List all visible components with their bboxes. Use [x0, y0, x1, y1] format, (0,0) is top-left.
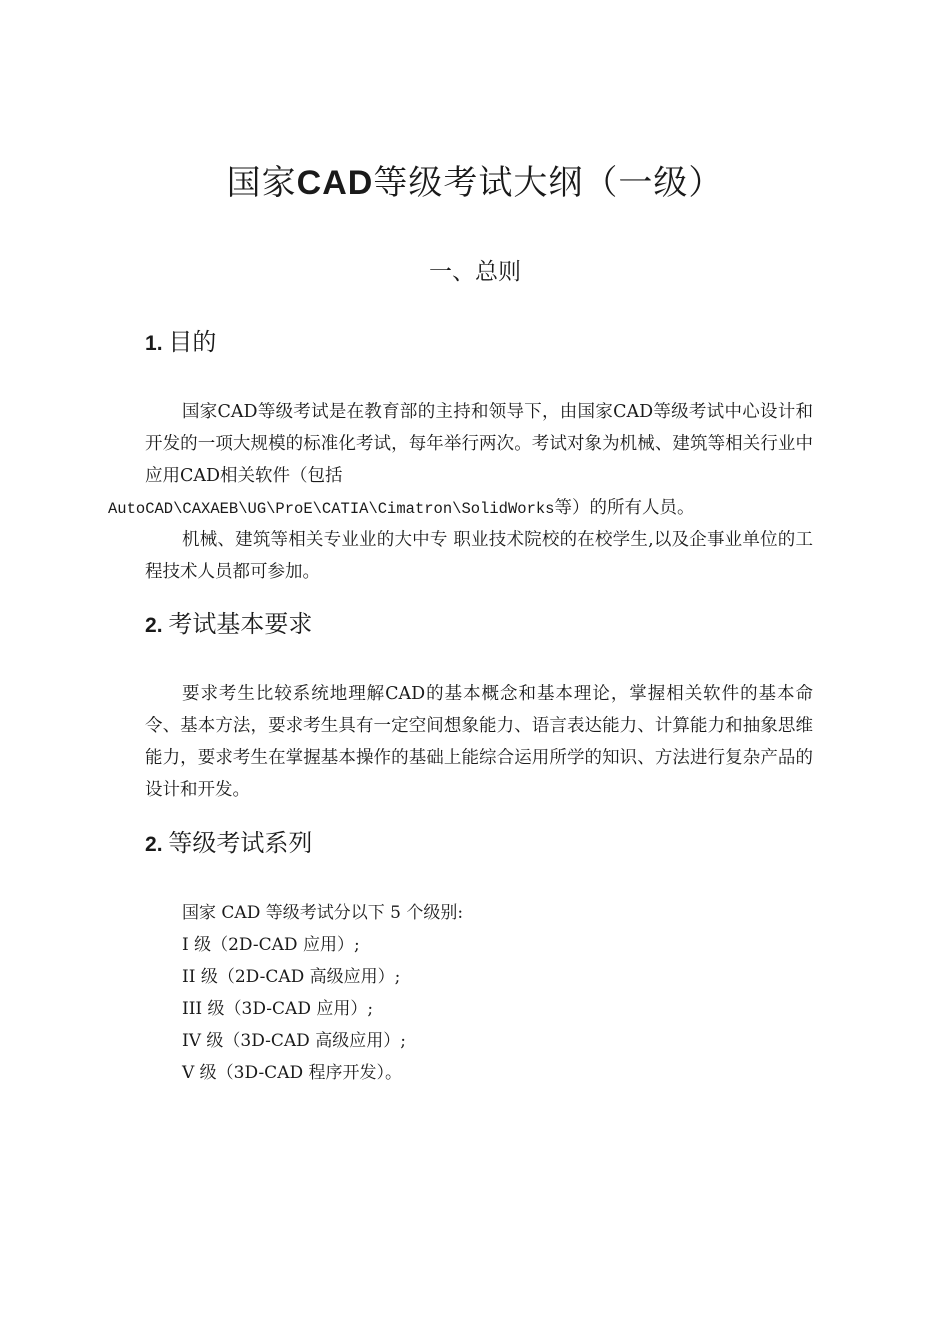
heading-levels	[145, 825, 312, 863]
heading-number: 2	[145, 833, 157, 856]
level-item: II 级（2D-CAD 高级应用）;	[182, 967, 401, 987]
levels-intro: 国家 CAD 等级考试分以下 5 个级别:	[182, 903, 464, 923]
heading-text: 考试基本要求	[168, 610, 313, 638]
level-item: V 级（3D-CAD 程序开发）。	[182, 1063, 403, 1083]
heading-text: 等级考试系列	[168, 829, 313, 857]
purpose-paragraph-1	[108, 396, 813, 525]
purpose-software-list: AutoCAD\CAXAEB\UG\ProE\CATIA\Cimatron\SolidWorks	[108, 500, 555, 518]
heading-separator: .	[156, 614, 169, 637]
level-item: I 级（2D-CAD 应用）;	[182, 935, 360, 955]
heading-number: 1	[145, 332, 157, 355]
heading-separator: .	[156, 833, 169, 856]
heading-requirements	[145, 606, 312, 644]
level-item: III 级（3D-CAD 应用）;	[182, 999, 374, 1019]
heading-separator: .	[156, 332, 169, 355]
heading-purpose	[145, 324, 216, 362]
levels-list	[182, 897, 463, 1089]
level-item: IV 级（3D-CAD 高级应用）;	[182, 1031, 406, 1051]
purpose-paragraph-2: 机械、建筑等相关专业业的大中专 职业技术院校的在校学生,以及企事业单位的工程技术人员都可参加。	[145, 530, 813, 582]
heading-number: 2	[145, 614, 157, 637]
document-title	[0, 158, 950, 208]
section-title: 一、总则	[429, 259, 521, 285]
title-prefix: 国家	[226, 163, 297, 203]
title-suffix: 等级考试大纲（一级）	[373, 163, 724, 203]
heading-text: 目的	[168, 328, 217, 356]
purpose-text: 国家CAD等级考试是在教育部的主持和领导下，由国家CAD等级考试中心设计和开发的一项大规模的标准化考试，每年举行两次。考试对象为机械、建筑等相关行业中应用CAD相关软件（包括	[145, 402, 813, 486]
title-latin: CAD	[296, 164, 374, 202]
purpose-tail: 等）的所有人员。	[554, 498, 695, 518]
requirements-paragraph: 要求考生比较系统地理解CAD的基本概念和基本理论，掌握相关软件的基本命令、基本方法，要求考生具有一定空间想象能力、语言表达能力、计算能力和抽象思维能力，要求考生在掌握基本操作的基础上能综合运用所学的知识、方法进行复杂产品的设计和开发。	[145, 684, 813, 800]
